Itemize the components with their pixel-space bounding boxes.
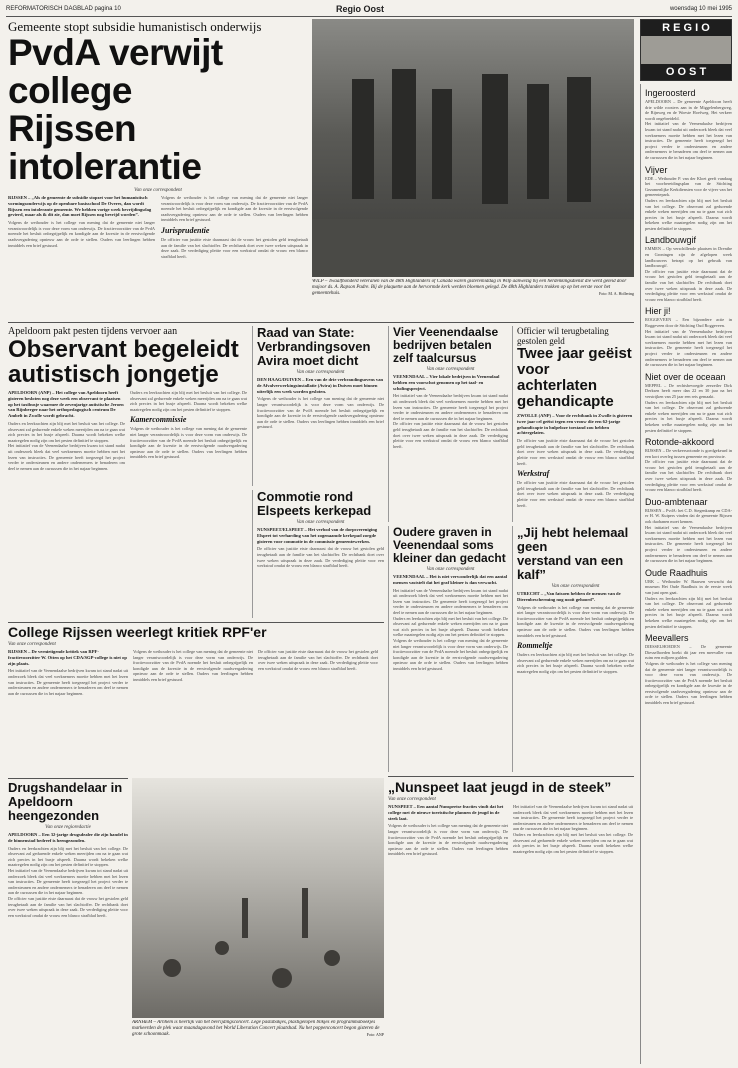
autistisch-title-2: autistisch jongetje: [8, 361, 219, 388]
drugs-lead: APELDOORN – Een 32-jarige drugsdealer die zijn handel in de binnenstad bedreef is heengezonden.: [8, 832, 128, 843]
sidebar-item-more: De officier van justitie eiste daarnaast dat de vrouw het gestolen geld terugbetaalt aan de familie van het slachtoffer. De rechtbank doet over twee weken uitspraak in deze zaak. De verdediging pleitte voor een werkstraf omdat de vrouw een blanco strafblad heeft.: [645, 459, 732, 493]
sidebar-item-text: RIJSSEN – De verkeersrotonde is goedgekeurd in een kort overleg tussen gemeente en provincie.: [645, 448, 732, 459]
autistisch-title-1: Observant begeleidt: [8, 336, 239, 363]
vier-title: Vier Veenendaalse bedrijven betalen zelf taalcursus: [393, 326, 499, 365]
autistisch-kicker: Apeldoorn pakt pesten tijdens vervoer aan: [8, 326, 178, 337]
sidebar-item: [645, 568, 732, 629]
arnhem-photo-image: [132, 778, 384, 1018]
bottom-photo: [132, 778, 384, 1018]
lead-article: [8, 19, 308, 319]
raad-title: Raad van State: Verbrandingsoven Avira moet dicht: [257, 326, 371, 368]
oudere-body-2: Ouders en leerkrachten zijn blij met het besluit van het college. De observant zal gedurende enkele weken meerijden om na te gaan wat zich precies in het busje afspeelt. Daarna wordt bekeken welke maatregelen nodig zijn om het pesten definitief te stoppen.: [393, 615, 508, 638]
commotie-article: [252, 490, 384, 618]
lead-byline: Van onze correspondent: [134, 188, 182, 193]
rijssen-body-3: De officier van justitie eiste daarnaast dat de vrouw het gestolen geld terugbetaalt aan de familie van het slachtoffer. De rechtbank doet over twee weken uitspraak in deze zaak. De verdediging pleitte voor een werkstraf omdat de vrouw een blanco strafblad heeft.: [258, 649, 378, 671]
bottom-photo-credit: Foto: ANP: [366, 1032, 384, 1037]
sidebar-item-more: De officier van justitie eiste daarnaast dat de vrouw het gestolen geld terugbetaalt aan de familie van het slachtoffer. De rechtbank doet over twee weken uitspraak in deze zaak. De verdediging pleitte voor een werkstraf omdat de vrouw een blanco strafblad heeft.: [645, 268, 732, 302]
autistisch-lead: APELDOORN (ANP) – Het college van Apeldoorn heeft gisteren besloten nog deze week een observant te plaatsen op het taxibusje waarmee de zevenjarige autistische Jeroen van Rijnberger naar het orthopedagogisch centrum De Ambelt in Zwolle wordt gebracht.: [8, 390, 124, 419]
nunspeet-body-2: Het initiatief van de Veenendaalse bedrijven kwam tot stand nadat uit onderzoek bleek dat veel werknemers moeite hebben met het lezen van instructies. De gemeente heeft toegezegd het project verder te ondersteunen en andere ondernemers te benaderen om deel te nemen aan de cursussen die in het najaar beginnen.: [513, 804, 633, 832]
sidebar-item-more: Het initiatief van de Veenendaalse bedrijven kwam tot stand nadat uit onderzoek bleek dat veel werknemers moeite hebben met het lezen van instructies. De gemeente heeft toegezegd het project verder te ondersteunen en andere ondernemers te benaderen om deel te nemen aan de cursussen die in het najaar beginnen.: [645, 524, 732, 564]
sidebar-item-text: EDE – Wethouder P. van der Kloet geeft vandaag het voorbereidingsplan van de Stichting Gezamenlijke Kerkdiensten voor de vijver van het gemeentepark.: [645, 175, 732, 198]
commotie-body: De officier van justitie eiste daarnaast dat de vrouw het gestolen geld terugbetaalt aan de familie van het slachtoffer. De rechtbank doet over twee weken uitspraak in deze zaak. De verdediging pleitte voor een werkstraf omdat de vrouw een blanco strafblad heeft.: [257, 546, 384, 569]
sidebar-item-text: URK – Wethouder W. Baarsen verwacht dat museum Het Oude Raadhuis in de eerste week van juni open gaat.: [645, 578, 732, 595]
vier-byline: Van onze correspondent: [426, 367, 475, 372]
nunspeet-lead: NUNSPEET – Een aantal Nunspeetse fracties vindt dat het college met de nieuwe toeristische plannen de jeugd in de steek laat.: [388, 804, 504, 821]
sidebar-item-more: Volgens de wethouder is het college van mening dat de gemeente niet langer verantwoordelijk is voor deze vorm van onderwijs. De fractievoorzitter van de PvdA noemde het besluit onbegrijpelijk en kondigde aan de kwestie in de eerstvolgende raadsvergadering opnieuw aan de orde te stellen. Ouders van leerlingen hebben inmiddels een brief gestuurd.: [645, 660, 732, 706]
sidebar-item-more: Ouders en leerkrachten zijn blij met het besluit van het college. De observant zal gedurende enkele weken meerijden om na te gaan wat zich precies in het busje afspeelt. Daarna wordt bekeken welke maatregelen nodig zijn om het pesten definitief te stoppen.: [645, 399, 732, 433]
main-photo-caption: [312, 279, 634, 305]
autistisch-body-3: Ouders en leerkrachten zijn blij met het besluit van het college. De observant zal gedurende enkele weken meerijden om na te gaan wat zich precies in het busje afspeelt. Daarna wordt bekeken welke maatregelen nodig zijn om het pesten definitief te stoppen.: [130, 390, 247, 412]
officier-body-2: De officier van justitie eiste daarnaast dat de vrouw het gestolen geld terugbetaalt aan de familie van het slachtoffer. De rechtbank doet over twee weken uitspraak in deze zaak. De verdediging pleitte voor een werkstraf omdat de vrouw een blanco strafblad heeft.: [517, 480, 634, 508]
drugs-body: Ouders en leerkrachten zijn blij met het besluit van het college. De observant zal gedurende enkele weken meerijden om na te gaan wat zich precies in het busje afspeelt. Daarna wordt bekeken welke maatregelen nodig zijn om het pesten definitief te stoppen.: [8, 845, 128, 868]
sidebar-item-text: EMMEN – Op verschillende plaatsen in Drenthe en Groningen zijn de afgelopen week landbouwers betrapt op het gebruik van landbouwgif.: [645, 246, 732, 269]
rijssen-lead: RIJSSEN – De vernietigende kritiek van RPF-fractievoorzitter W. Otten op het CDA/SGP-college is niet op zijn plaats.: [8, 649, 127, 666]
lead-body-3: De officier van justitie eiste daarnaast dat de vrouw het gestolen geld terugbetaalt aan de familie van het slachtoffer. De rechtbank doet over twee weken uitspraak in deze zaak. De verdediging pleitte voor een werkstraf omdat de vrouw een blanco strafblad heeft.: [161, 236, 308, 259]
sidebar-item-text: RIJSSEN – PvdA: het C.D. Siegenkamp en CDA-er H. W. Kuipers vinden dat de gemeente Rijssen ook duobanen moet kennen.: [645, 507, 732, 525]
nunspeet-title: „Nunspeet laat jeugd in de steek”: [388, 779, 612, 795]
vier-article: [388, 326, 508, 522]
drugs-byline: Van onze regioredactie: [45, 825, 91, 830]
rijssen-title: College Rijssen weerlegt kritiek RPF'er: [8, 624, 267, 640]
drugs-body-3: De officier van justitie eiste daarnaast dat de vrouw het gestolen geld terugbetaalt aan de familie van het slachtoffer. De rechtbank doet over twee weken uitspraak in deze zaak. De verdediging pleitte voor een werkstraf omdat de vrouw een blanco strafblad heeft.: [8, 895, 128, 918]
drugs-body-2: Het initiatief van de Veenendaalse bedrijven kwam tot stand nadat uit onderzoek bleek dat veel werknemers moeite hebben met het lezen van instructies. De gemeente heeft toegezegd het project verder te ondersteunen en andere ondernemers te benaderen om deel te nemen aan de cursussen die in het najaar beginnen.: [8, 867, 128, 896]
nunspeet-byline: Van onze correspondent: [388, 797, 436, 802]
kalf-byline: Van onze correspondent: [551, 584, 600, 589]
drugs-article: [8, 778, 128, 1062]
main-photo: [312, 19, 634, 277]
main-photo-caption-text: WILP – Twaalfhonderd veteranen van de 48th Highlanders of Canada waren gisteremiddag in Wilp aanwezig bij een herdenkingsdienst die werd geleid door majoor ds. A. Rapson Padre. Bij de plaquette aan de hervormde kerk werden bloemen gelegd. De 48th Highlanders trokken op op het eerste voor het gemeentehuis.: [312, 279, 627, 296]
lead-title-1: PvdA verwijt college: [8, 32, 223, 111]
sidebar-item-title: Ingeroosterd: [645, 88, 696, 98]
commotie-lead: NUNSPEET/ELSPEET – Het verbod van de dorpsvereniging Elspeet tot verharding van het zogenaamde kerkepad zorgde gisteren voor commotie in de commissie gemeentewerken.: [257, 527, 378, 544]
nunspeet-article: [388, 776, 634, 1014]
regio-logo-bottom: O O S T: [641, 64, 731, 80]
sidebar-item-text: MEPPEL – De rechtsbevoegde zeezeiler Dirk Derksen heeft meer dan 22 en 30 jaar na het verstrijken van 25 jaar een reis gemaakt.: [645, 382, 732, 399]
rijssen-body-1: Het initiatief van de Veenendaalse bedrijven kwam tot stand nadat uit onderzoek bleek dat veel werknemers moeite hebben met het lezen van instructies. De gemeente heeft toegezegd het project verder te ondersteunen en andere ondernemers te benaderen om deel te nemen aan de cursussen die in het najaar beginnen.: [8, 668, 128, 696]
veterans-photo-image: [312, 19, 634, 277]
sidebar-item: [645, 306, 732, 367]
kalf-lead: UTRECHT – „Van fatsoen hebben de mensen van de Dierenbescherming nog nooit gehoord”.: [517, 591, 621, 602]
masthead-left: REFORMATORISCH DAGBLAD pagina 10: [6, 6, 121, 12]
rijssen-body-2: Volgens de wethouder is het college van mening dat de gemeente niet langer verantwoordelijk is voor deze vorm van onderwijs. De fractievoorzitter van de PvdA noemde het besluit onbegrijpelijk en kondigde aan de kwestie in de eerstvolgende raadsvergadering opnieuw aan de orde te stellen. Ouders van leerlingen hebben inmiddels een brief gestuurd.: [133, 649, 253, 682]
masthead-center: Regio Oost: [336, 4, 385, 14]
kalf-body-2: Ouders en leerkrachten zijn blij met het besluit van het college. De observant zal gedurende enkele weken meerijden om na te gaan wat zich precies in het busje afspeelt. Daarna wordt bekeken welke maatregelen nodig zijn om het pesten definitief te stoppen.: [517, 652, 634, 674]
sidebar-item: [645, 437, 732, 493]
sidebar-item-more: Het initiatief van de Veenendaalse bedrijven kwam tot stand nadat uit onderzoek bleek dat veel werknemers moeite hebben met het lezen van instructies. De gemeente heeft toegezegd het project verder te ondersteunen en andere ondernemers te benaderen om deel te nemen aan de cursussen die in het najaar beginnen.: [645, 121, 732, 160]
raad-body: Volgens de wethouder is het college van mening dat de gemeente niet langer verantwoordelijk is voor deze vorm van onderwijs. De fractievoorzitter van de PvdA noemde het besluit onbegrijpelijk en kondigde aan de kwestie in de eerstvolgende raadsvergadering opnieuw aan de orde te stellen. Ouders van leerlingen hebben inmiddels een brief gestuurd.: [257, 396, 384, 430]
vier-body-2: De officier van justitie eiste daarnaast dat de vrouw het gestolen geld terugbetaalt aan de familie van het slachtoffer. De rechtbank doet over twee weken uitspraak in deze zaak. De verdediging pleitte voor een werkstraf omdat de vrouw een blanco strafblad heeft.: [393, 421, 508, 449]
oudere-article: [388, 526, 508, 772]
sidebar-item-title: Niet over de oceaan: [645, 371, 726, 382]
regio-logo-top: R E G I O: [641, 20, 731, 36]
sidebar-item-text: APELDOORN – De gemeente Apeldoorn heeft drie wilde roosters aan in de Miggelenbergweg, de Rijnweg en de Woeste Hoefweg. Het verkeer wordt ongebreideld.: [645, 99, 732, 121]
sidebar-item-title: Meevallers: [645, 633, 689, 644]
lead-intro: RIJSSEN – „Als de gemeente de subsidie stopzet voor het humanistisch vormingsonderwijs op de openbare basisschool De Overes, dan wordt Rijssen een intolerante gemeente. We hebben vorige week bevrijdingsdag gevierd, maar als ik dit zie, dan moet Rijssen nog bevrijd worden”.: [8, 195, 152, 218]
lead-body-2: Volgens de wethouder is het college van mening dat de gemeente niet langer verantwoordelijk is voor deze vorm van onderwijs. De fractievoorzitter van de PvdA noemde het besluit onbegrijpelijk en kondigde aan de kwestie in de eerstvolgende raadsvergadering opnieuw aan de orde te stellen. Ouders van leerlingen hebben inmiddels een brief gestuurd.: [161, 195, 308, 223]
oudere-title: Oudere graven in Veenendaal soms kleiner dan gedacht: [393, 526, 506, 565]
autistisch-body-2: Het initiatief van de Veenendaalse bedrijven kwam tot stand nadat uit onderzoek bleek dat veel werknemers moeite hebben met het lezen van instructies. De gemeente heeft toegezegd het project verder te ondersteunen en andere ondernemers te benaderen om deel te nemen aan de cursussen die in het najaar beginnen.: [8, 443, 125, 471]
sidebar-item-title: Duo-ambtenaar: [645, 496, 708, 507]
vier-lead: VEENENDAAL – Vier lokale bedrijven in Veenendaal hebben een voorschot genomen op het taal- en scholingsproject.: [393, 374, 500, 391]
officier-body: De officier van justitie eiste daarnaast dat de vrouw het gestolen geld terugbetaalt aan de familie van het slachtoffer. De rechtbank doet over twee weken uitspraak in deze zaak. De verdediging pleitte voor een werkstraf omdat de vrouw een blanco strafblad heeft.: [517, 438, 634, 466]
nunspeet-body-3: Ouders en leerkrachten zijn blij met het besluit van het college. De observant zal gedurende enkele weken meerijden om na te gaan wat zich precies in het busje afspeelt. Daarna wordt bekeken welke maatregelen nodig zijn om het pesten definitief te stoppen.: [513, 831, 633, 854]
sidebar-item-text: ROGGEVEEN – Een bijzondere actie in Roggeveen door de Stichting Oud Roggeveen.: [645, 317, 732, 328]
sidebar-item-title: Vijver: [645, 164, 668, 175]
oudere-body-3: Volgens de wethouder is het college van mening dat de gemeente niet langer verantwoordelijk is voor deze vorm van onderwijs. De fractievoorzitter van de PvdA noemde het besluit onbegrijpelijk en kondigde aan de kwestie in de eerstvolgende raadsvergadering opnieuw aan de orde te stellen. Ouders van leerlingen hebben inmiddels een brief gestuurd.: [393, 637, 508, 671]
sidebar-item: [645, 497, 732, 564]
regio-logo: [640, 19, 732, 81]
lead-subhead: Jurisprudentie: [161, 225, 210, 235]
sidebar-item-title: Landbouwgif: [645, 235, 697, 246]
masthead-right: woensdag 10 mei 1995: [669, 6, 732, 12]
masthead: [6, 4, 732, 16]
autistisch-subhead: Kamercommissie: [130, 415, 187, 425]
officier-article: [512, 326, 634, 522]
raad-article: [252, 326, 384, 486]
main-photo-credit: Foto: M. A. Hollering: [598, 291, 634, 296]
sidebar-item-title: Oude Raadhuis: [645, 567, 708, 578]
officier-title-1: Officier wil terugbetaling gestolen geld: [517, 326, 609, 346]
sidebar-item-more: Ouders en leerkrachten zijn blij met het besluit van het college. De observant zal gedurende enkele weken meerijden om na te gaan wat zich precies in het busje afspeelt. Daarna wordt bekeken welke maatregelen nodig zijn om het pesten definitief te stoppen.: [645, 197, 732, 231]
raad-byline: Van onze correspondent: [296, 370, 345, 375]
bottom-photo-caption-text: ARNHEM – Arnhem is heerlijk van het bevrijdingsconcert. Lege pastabakjes, plastigelopen blikjes en programmaboekjes markeerden de plek waar maandagavond het World Liberation Concert plaatshad. Nu het poppenconcert begon gisteren de grote schoonmaak.: [132, 1020, 380, 1037]
kalf-body: Volgens de wethouder is het college van mening dat de gemeente niet langer verantwoordelijk is voor deze vorm van onderwijs. De fractievoorzitter van de PvdA noemde het besluit onbegrijpelijk en kondigde aan de kwestie in de eerstvolgende raadsvergadering opnieuw aan de orde te stellen. Ouders van leerlingen hebben inmiddels een brief gestuurd.: [517, 604, 634, 638]
sidebar: [640, 84, 732, 1064]
officier-subhead: Werkstraf: [517, 469, 550, 479]
oudere-byline: Van onze correspondent: [426, 567, 475, 572]
autistisch-article: [8, 326, 248, 618]
autistisch-body-1: Ouders en leerkrachten zijn blij met het besluit van het college. De observant zal gedurende enkele weken meerijden om na te gaan wat zich precies in het busje afspeelt. Daarna wordt bekeken welke maatregelen nodig zijn om het pesten definitief te stoppen.: [8, 420, 125, 443]
commotie-byline: Van onze correspondent: [296, 520, 345, 525]
bottom-photo-caption: [132, 1020, 384, 1064]
rijssen-byline: Van onze correspondent: [8, 642, 56, 647]
officier-title-2: Twee jaar geëist voor: [517, 345, 632, 378]
drugs-title: Drugshandelaar in Apeldoorn heengezonden: [8, 780, 123, 823]
vier-body: Het initiatief van de Veenendaalse bedrijven kwam tot stand nadat uit onderzoek bleek dat veel werknemers moeite hebben met het lezen van instructies. De gemeente heeft toegezegd het project verder te ondersteunen en andere ondernemers te benaderen om deel te nemen aan de cursussen die in het najaar beginnen.: [393, 393, 508, 421]
kalf-title-1: „Jij hebt helemaal geen: [517, 526, 629, 554]
commotie-title: Commotie rond Elspeets kerkepad: [257, 490, 372, 518]
sidebar-item: [645, 165, 732, 232]
lead-body-1: Volgens de wethouder is het college van mening dat de gemeente niet langer verantwoordelijk is voor deze vorm van onderwijs. De fractievoorzitter van de PvdA noemde het besluit onbegrijpelijk en kondigde aan de kwestie in de eerstvolgende raadsvergadering opnieuw aan de orde te stellen. Ouders van leerlingen hebben inmiddels een brief gestuurd.: [8, 220, 155, 248]
raad-lead: DEN HAAG/DUIVEN – Een van de drie verbrandingsovens van de Afvalverwerkingsinstallatie (Avira) in Duiven moet binnen uiterlijk een week worden gesloten.: [257, 377, 384, 394]
sidebar-item-more: Het initiatief van de Veenendaalse bedrijven kwam tot stand nadat uit onderzoek bleek dat veel werknemers moeite hebben met het lezen van instructies. De gemeente heeft toegezegd het project verder te ondersteunen en andere ondernemers te benaderen om deel te nemen aan de cursussen die in het najaar beginnen.: [645, 328, 732, 368]
sidebar-item: [645, 88, 732, 161]
sidebar-item: [645, 235, 732, 302]
sidebar-item-text: DIESSELHOEDEN – De gemeente Diesselhoeden boekt dit jaar een meevaller van ruim een miljoen gulden.: [645, 644, 732, 661]
oudere-body: Het initiatief van de Veenendaalse bedrijven kwam tot stand nadat uit onderzoek bleek dat veel werknemers moeite hebben met het lezen van instructies. De gemeente heeft toegezegd het project verder te ondersteunen en andere ondernemers te benaderen om deel te nemen aan de cursussen die in het najaar beginnen.: [393, 587, 508, 615]
kalf-article: [512, 526, 634, 772]
lead-kicker: Gemeente stopt subsidie humanistisch onderwijs: [8, 19, 262, 34]
officier-lead: ZWOLLE (ANP) – Voor de rechtbank in Zwolle is gisteren twee jaar cel geëist tegen een vrouw die een 62-jarige gehandicapte in hulpeloze toestand zou hebben achtergelaten.: [517, 413, 633, 436]
sidebar-item: [645, 633, 732, 706]
sidebar-item: [645, 372, 732, 433]
lead-title-2: Rijssen intolerantie: [8, 108, 202, 187]
nunspeet-body-1: Volgens de wethouder is het college van mening dat de gemeente niet langer verantwoordelijk is voor deze vorm van onderwijs. De fractievoorzitter van de PvdA noemde het besluit onbegrijpelijk en kondigde aan de kwestie in de eerstvolgende raadsvergadering opnieuw aan de orde te stellen. Ouders van leerlingen hebben inmiddels een brief gestuurd.: [388, 823, 508, 857]
officier-title-3: achterlaten gehandicapte: [517, 377, 614, 410]
sidebar-item-title: Rotonde-akkoord: [645, 437, 715, 448]
oudere-lead: VEENENDAAL – Het is niet verwonderlijk dat een aantal mensen vaststelt dat het graf kleiner is dan verwacht.: [393, 574, 508, 585]
kalf-title-2: verstand van een kalf”: [517, 553, 624, 582]
autistisch-body-4: Volgens de wethouder is het college van mening dat de gemeente niet langer verantwoordelijk is voor deze vorm van onderwijs. De fractievoorzitter van de PvdA noemde het besluit onbegrijpelijk en kondigde aan de kwestie in de eerstvolgende raadsvergadering opnieuw aan de orde te stellen. Ouders van leerlingen hebben inmiddels een brief gestuurd.: [130, 426, 247, 460]
sidebar-item-more: Ouders en leerkrachten zijn blij met het besluit van het college. De observant zal gedurende enkele weken meerijden om na te gaan wat zich precies in het busje afspeelt. Daarna wordt bekeken welke maatregelen nodig zijn om het pesten definitief te stoppen.: [645, 595, 732, 629]
rijssen-article: [8, 622, 384, 774]
sidebar-item-title: Hier ji!: [645, 306, 671, 317]
kalf-subhead: Rommeltje: [517, 641, 553, 651]
